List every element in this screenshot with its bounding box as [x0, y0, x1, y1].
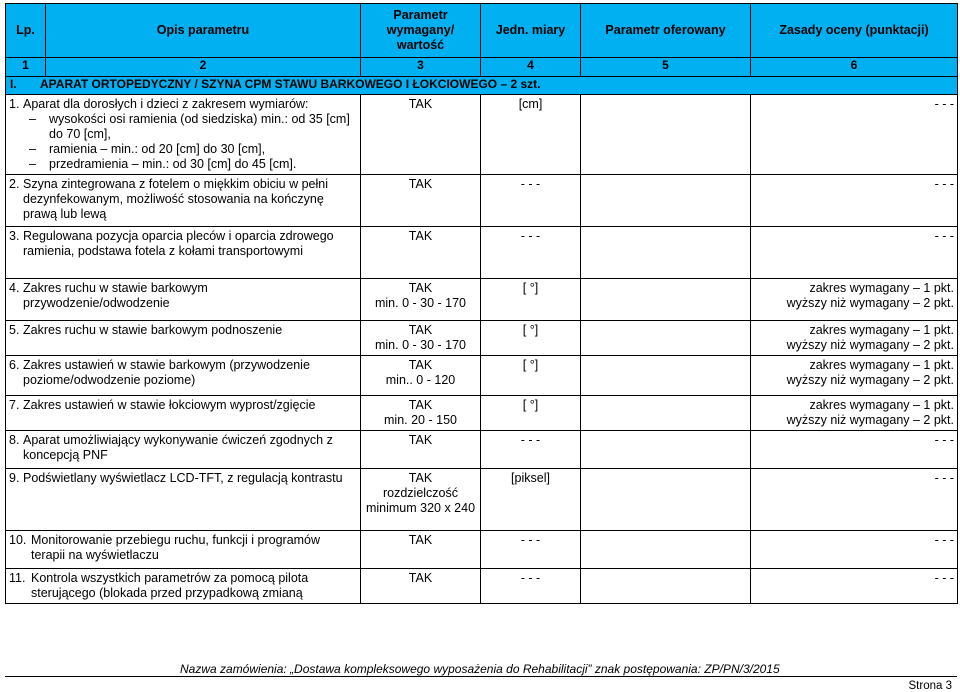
row-number: 7.: [9, 398, 20, 412]
scoring-line: wyższy niż wymagany – 2 pkt.: [786, 373, 954, 387]
footer-text: Nazwa zamówienia: „Dostawa kompleksowego wyposażenia do Rehabilitacji” znak postępowania: ZP/PN/3/2015: [180, 662, 780, 676]
description-cell: [6, 227, 361, 279]
offered-cell[interactable]: [581, 431, 751, 469]
description-cell: [6, 469, 361, 531]
param-range: rozdzielczość minimum 320 x 240: [365, 486, 476, 515]
unit-cell: [ °]: [481, 279, 581, 321]
column-number-row: [6, 58, 958, 77]
param-value: TAK: [408, 97, 433, 111]
table-row: [6, 95, 958, 175]
scoring-line: wyższy niż wymagany – 2 pkt.: [786, 338, 954, 352]
param-cell: [361, 95, 481, 175]
unit-cell: [cm]: [481, 95, 581, 175]
dimension-list: [23, 112, 357, 172]
table-row: [6, 356, 958, 396]
description-cell: [6, 431, 361, 469]
column-number: 6: [751, 58, 958, 77]
section-row: [6, 77, 958, 95]
param-cell: [361, 279, 481, 321]
header-row: [6, 4, 958, 58]
column-number: 2: [46, 58, 361, 77]
scoring-line: wyższy niż wymagany – 2 pkt.: [786, 413, 954, 427]
header-zasady: Zasady oceny (punktacji): [751, 4, 958, 58]
param-value: TAK: [408, 471, 433, 485]
scoring-line: zakres wymagany – 1 pkt.: [809, 323, 954, 337]
scoring-line: - - -: [934, 533, 954, 547]
description-cell: [6, 321, 361, 356]
list-item: – przedramienia – min.: od 30 [cm] do 45 [cm].: [23, 157, 357, 172]
param-range: min. 20 - 150: [384, 413, 457, 427]
scoring-line: - - -: [934, 177, 954, 191]
scoring-cell: [751, 531, 958, 569]
column-number: 4: [481, 58, 581, 77]
row-number: 8.: [9, 433, 20, 447]
unit-cell: - - -: [481, 175, 581, 227]
description-cell: [6, 95, 361, 175]
scoring-line: - - -: [934, 97, 954, 111]
row-number: 1.: [9, 97, 20, 111]
description-cell: [6, 569, 361, 604]
table-row: [6, 396, 958, 431]
param-value: TAK: [408, 571, 433, 585]
list-item: – wysokości osi ramienia (od siedziska) min.: od 35 [cm] do 70 [cm],: [23, 112, 357, 142]
row-number: 9.: [9, 471, 20, 485]
param-value: TAK: [408, 398, 433, 412]
row-description: Aparat dla dorosłych i dzieci z zakresem wymiarów:: [23, 97, 309, 111]
param-value: TAK: [408, 229, 433, 243]
scoring-cell: [751, 321, 958, 356]
header-oferowany: Parametr oferowany: [581, 4, 751, 58]
scoring-cell: [751, 95, 958, 175]
table-row: [6, 469, 958, 531]
scoring-line: zakres wymagany – 1 pkt.: [809, 398, 954, 412]
offered-cell[interactable]: [581, 175, 751, 227]
param-value: TAK: [408, 433, 433, 447]
offered-cell[interactable]: [581, 227, 751, 279]
row-number: 3.: [9, 229, 20, 243]
row-number: 5.: [9, 323, 20, 337]
scoring-line: wyższy niż wymagany – 2 pkt.: [786, 296, 954, 310]
row-number: 11.: [9, 571, 26, 585]
description-cell: [6, 531, 361, 569]
scoring-cell: [751, 569, 958, 604]
scoring-cell: [751, 279, 958, 321]
param-cell: [361, 469, 481, 531]
param-cell: [361, 396, 481, 431]
row-description: Regulowana pozycja oparcia pleców i oparcia zdrowego ramienia, podstawa fotela z kołami transportowymi: [23, 229, 334, 258]
unit-cell: [ °]: [481, 356, 581, 396]
description-cell: [6, 175, 361, 227]
scoring-cell: [751, 175, 958, 227]
row-description: Podświetlany wyświetlacz LCD-TFT, z regulacją kontrastu: [23, 471, 343, 485]
unit-cell: - - -: [481, 569, 581, 604]
table-row: [6, 175, 958, 227]
page-number: Strona 3: [908, 680, 952, 692]
column-number: 5: [581, 58, 751, 77]
unit-cell: - - -: [481, 531, 581, 569]
param-value: TAK: [408, 177, 433, 191]
list-item: – ramienia – min.: od 20 [cm] do 30 [cm],: [23, 142, 357, 157]
table-row: [6, 321, 958, 356]
param-range: min. 0 - 30 - 170: [374, 296, 466, 310]
offered-cell[interactable]: [581, 531, 751, 569]
unit-cell: [ °]: [481, 396, 581, 431]
offered-cell[interactable]: [581, 469, 751, 531]
row-description: Aparat umożliwiający wykonywanie ćwiczeń zgodnych z koncepcją PNF: [23, 433, 333, 462]
row-number: 4.: [9, 281, 20, 295]
param-range: min. 0 - 30 - 170: [374, 338, 466, 352]
description-cell: [6, 396, 361, 431]
scoring-line: zakres wymagany – 1 pkt.: [809, 281, 954, 295]
param-value: TAK: [408, 358, 433, 372]
scoring-cell: [751, 431, 958, 469]
scoring-line: - - -: [934, 471, 954, 485]
param-cell: [361, 227, 481, 279]
param-cell: [361, 356, 481, 396]
row-description: Zakres ustawień w stawie barkowym (przywodzenie poziome/odwodzenie poziome): [23, 358, 310, 387]
scoring-cell: [751, 396, 958, 431]
row-description: Szyna zintegrowana z fotelem o miękkim obiciu w pełni dezynfekowanym, możliwość stosowania na kończynę prawą lub lewą: [23, 177, 328, 221]
unit-cell: - - -: [481, 227, 581, 279]
unit-cell: [piksel]: [481, 469, 581, 531]
unit-cell: - - -: [481, 431, 581, 469]
header-jedn: Jedn. miary: [481, 4, 581, 58]
param-cell: [361, 531, 481, 569]
header-lp: Lp.: [6, 4, 46, 58]
description-cell: [6, 356, 361, 396]
specification-table: [5, 3, 958, 604]
param-value: TAK: [408, 323, 433, 337]
table-row: [6, 431, 958, 469]
section-roman: I.: [10, 77, 17, 91]
scoring-cell: [751, 356, 958, 396]
table-row: [6, 531, 958, 569]
unit-cell: [ °]: [481, 321, 581, 356]
offered-cell[interactable]: [581, 321, 751, 356]
row-number: 10.: [9, 533, 27, 547]
table-row: [6, 279, 958, 321]
param-cell: [361, 321, 481, 356]
scoring-cell: [751, 469, 958, 531]
row-description: Monitorowanie przebiegu ruchu, funkcji i programów terapii na wyświetlaczu: [31, 533, 321, 562]
offered-cell[interactable]: [581, 569, 751, 604]
param-value: TAK: [408, 533, 433, 547]
param-cell: [361, 431, 481, 469]
table-row: [6, 227, 958, 279]
param-cell: [361, 569, 481, 604]
column-number: 3: [361, 58, 481, 77]
row-description: Kontrola wszystkich parametrów za pomocą pilota sterującego (blokada przed przypadkową zmianą: [31, 571, 309, 600]
table-row: [6, 569, 958, 604]
offered-cell[interactable]: [581, 95, 751, 175]
param-range: min.. 0 - 120: [385, 373, 456, 387]
section-title-cell: [6, 77, 958, 95]
scoring-line: zakres wymagany – 1 pkt.: [809, 358, 954, 372]
section-title: APARAT ORTOPEDYCZNY / SZYNA CPM STAWU BARKOWEGO I ŁOKCIOWEGO – 2 szt.: [40, 77, 541, 91]
row-description: Zakres ruchu w stawie barkowym podnoszenie: [23, 323, 283, 337]
scoring-cell: [751, 227, 958, 279]
footer-divider: [5, 676, 957, 677]
scoring-line: - - -: [934, 229, 954, 243]
header-param: Parametr wymagany/ wartość: [361, 4, 481, 58]
scoring-line: - - -: [934, 433, 954, 447]
offered-cell[interactable]: [581, 396, 751, 431]
param-value: TAK: [408, 281, 433, 295]
description-cell: [6, 279, 361, 321]
scoring-line: - - -: [934, 571, 954, 585]
param-cell: [361, 175, 481, 227]
header-opis: Opis parametru: [46, 4, 361, 58]
column-number: 1: [6, 58, 46, 77]
row-number: 2.: [9, 177, 20, 191]
offered-cell[interactable]: [581, 356, 751, 396]
offered-cell[interactable]: [581, 279, 751, 321]
row-description: Zakres ruchu w stawie barkowym przywodzenie/odwodzenie: [23, 281, 208, 310]
row-description: Zakres ustawień w stawie łokciowym wyprost/zgięcie: [23, 398, 316, 412]
row-number: 6.: [9, 358, 20, 372]
